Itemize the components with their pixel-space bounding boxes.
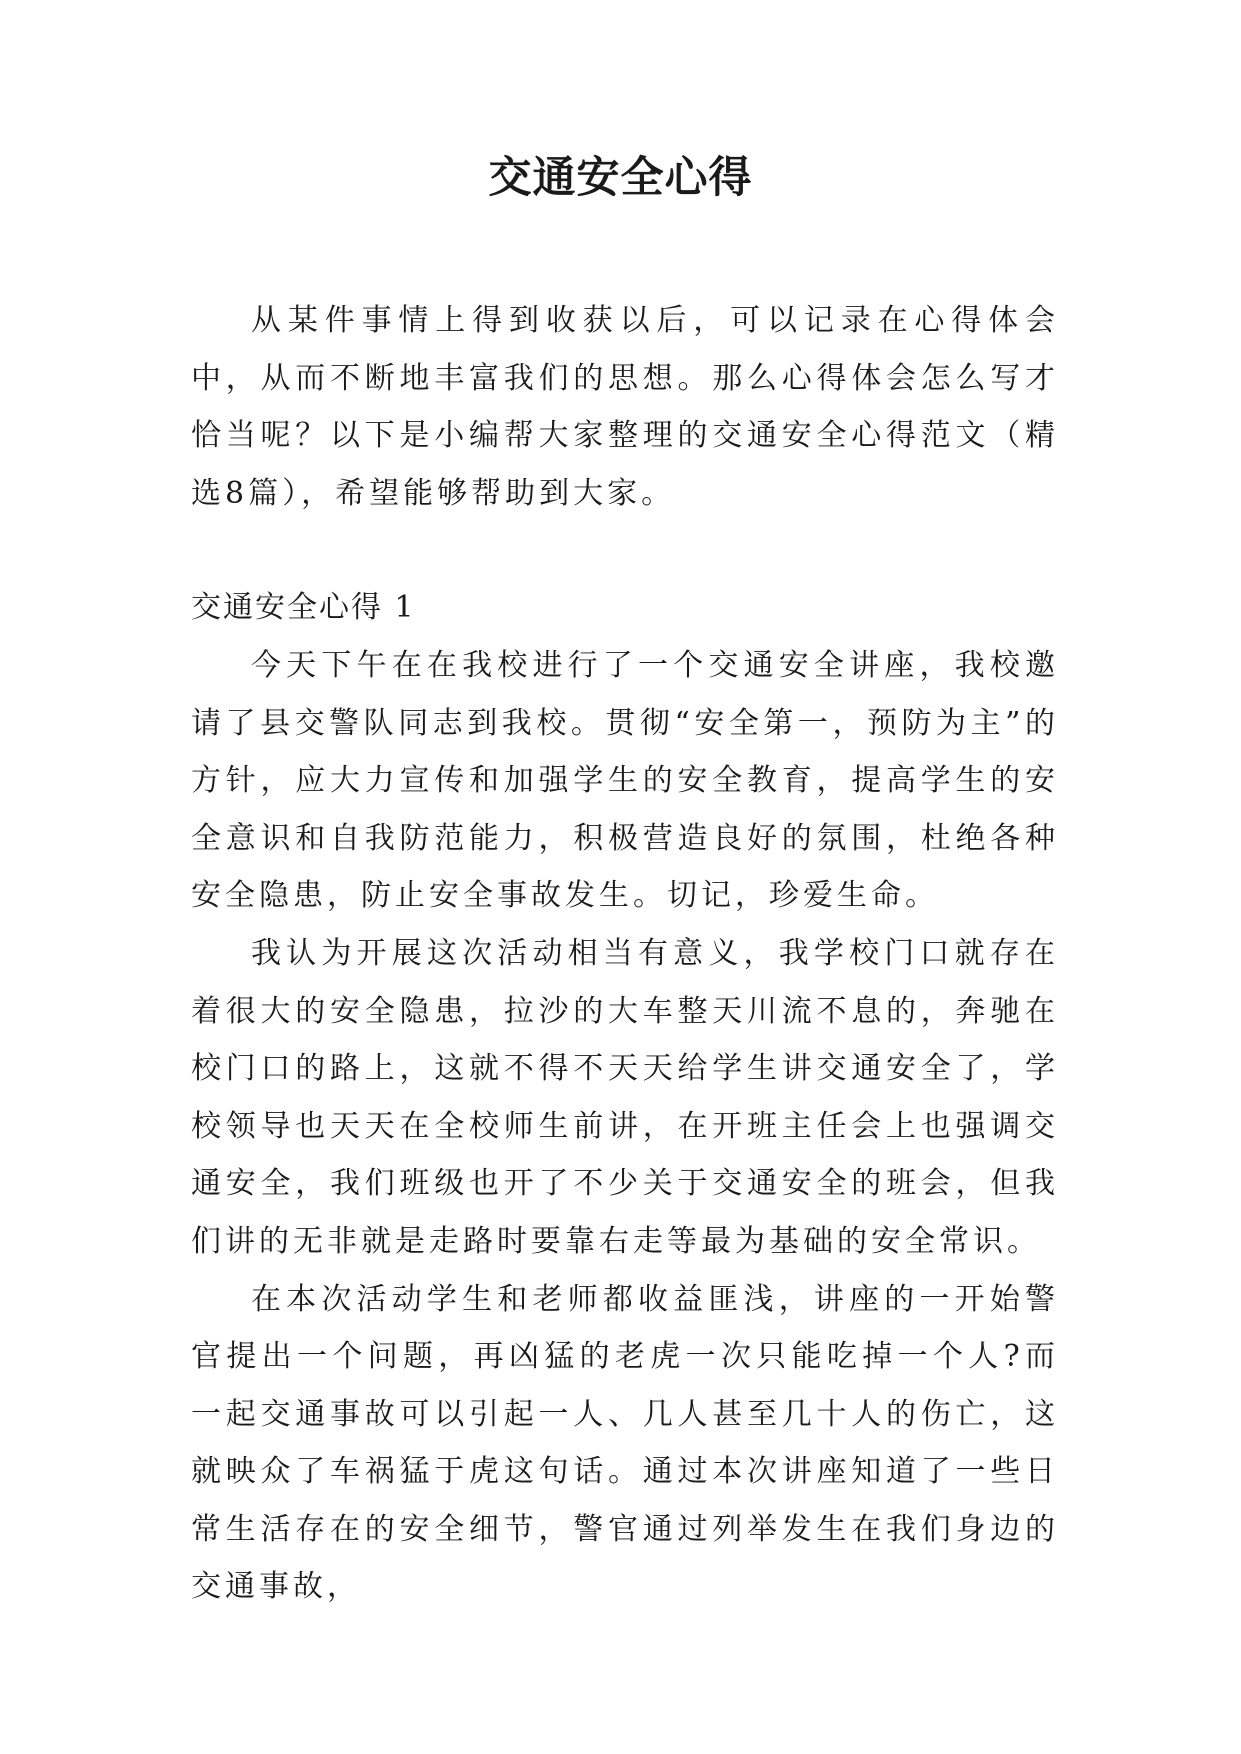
body-paragraph-3: 在本次活动学生和老师都收益匪浅，讲座的一开始警官提出一个问题，再凶猛的老虎一次只能吃掉一个人?而一起交通事故可以引起一人、几人甚至几十人的伤亡，这就映众了车祸猛于虎这句话。通过本次讲座知道了一些日常生活存在的安全细节，警官通过列举发生在我们身边的交通事故， bbox=[191, 1281, 1059, 1605]
document-title: 交通安全心得 bbox=[488, 153, 753, 203]
intro-paragraph: 从某件事情上得到收获以后，可以记录在心得体会中，从而不断地丰富我们的思想。那么心得体会怎么写才恰当呢？以下是小编帮大家整理的交通安全心得范文（精选8篇），希望能够帮助到大家。 bbox=[191, 303, 1059, 511]
document-body bbox=[191, 292, 1059, 1616]
section-heading: 交通安全心得 1 bbox=[191, 590, 416, 626]
body-paragraph-1: 今天下午在在我校进行了一个交通安全讲座，我校邀请了县交警队同志到我校。贯彻“安全第一，预防为主”的方针，应大力宣传和加强学生的安全教育，提高学生的安全意识和自我防范能力，积极营造良好的氛围，杜绝各种安全隐患，防止安全事故发生。切记，珍爱生命。 bbox=[191, 647, 1059, 914]
body-paragraph-2: 我认为开展这次活动相当有意义，我学校门口就存在着很大的安全隐患，拉沙的大车整天川流不息的，奔驰在校门口的路上，这就不得不天天给学生讲交通安全了，学校领导也天天在全校师生前讲，在开班主任会上也强调交通安全，我们班级也开了不少关于交通安全的班会，但我们讲的无非就是走路时要靠右走等最为基础的安全常识。 bbox=[191, 935, 1059, 1259]
